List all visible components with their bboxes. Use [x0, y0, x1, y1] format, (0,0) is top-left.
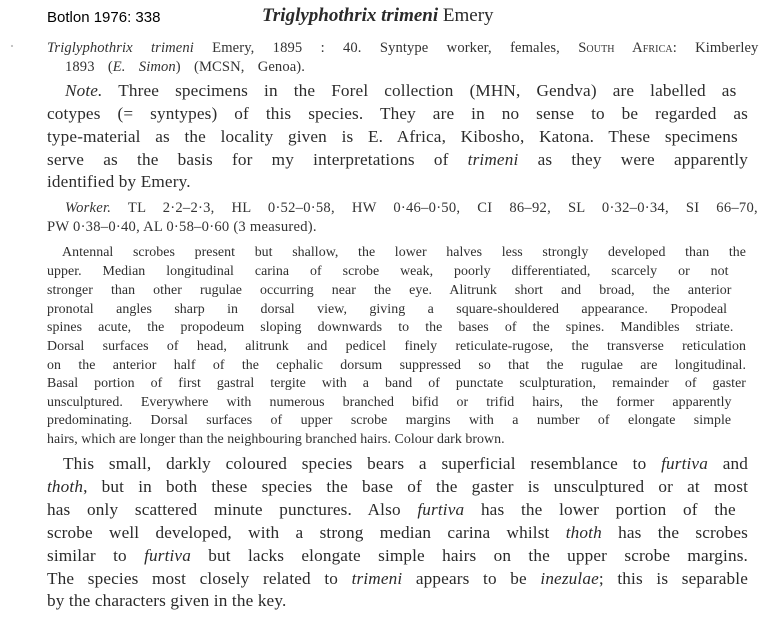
description-line: upper. Median longitudinal carina of scrobe weak, poorly differentiated, scarcely or not	[47, 264, 729, 279]
note-line: serve as the basis for my interpretations of trimeni as they were apparently	[47, 150, 748, 169]
margin-mark: ·	[9, 36, 15, 56]
description-line: unsculptured. Everywhere with numerous branched bifid or trifid hairs, the former apparently	[47, 395, 732, 410]
note-line: type-material as the locality given is E. Africa, Kibosho, Katona. These specimens	[47, 127, 738, 146]
worker-measurement-line: Worker. TL 2·2–2·3, HL 0·52–0·58, HW 0·46–0·50, CI 86–92, SL 0·32–0·34, SI 66–70,	[65, 200, 758, 216]
description-line: on the anterior half of the cephalic dorsum suppressed so that the rugulae are longitudinal.	[47, 358, 746, 373]
italic-term: inezulae	[540, 569, 599, 588]
small-caps-locality: South Africa	[578, 40, 673, 56]
italic-term: trimeni	[467, 150, 519, 169]
italic-term: trimeni	[351, 569, 403, 588]
discussion-line: similar to furtiva but lacks elongate simple hairs on the upper scrobe margins.	[47, 546, 748, 565]
description-line: stronger than other rugulae occurring near the eye. Alitrunk short and broad, the anterior	[47, 283, 732, 298]
citation-line: 1893 (E. Simon) (MCSN, Genoa).	[65, 59, 306, 75]
discussion-line: has only scattered minute punctures. Also furtiva has the lower portion of the	[47, 500, 736, 519]
description-line: Antennal scrobes present but shallow, the lower halves less strongly developed than the	[62, 245, 746, 260]
italic-term: Triglyphothrix trimeni	[47, 40, 194, 56]
note-line: cotypes (= syntypes) of this species. They are in no sense to be regarded as	[47, 104, 748, 123]
italic-term: Note.	[65, 81, 103, 100]
description-line: Basal portion of first gastral tergite with a band of punctate sculpturation, remainder of gaster	[47, 376, 746, 391]
discussion-line: thoth, but in both these species the base of the gaster is unsculptured or at most	[47, 477, 748, 496]
description-line: pronotal angles sharp in dorsal view, giving a square-shouldered appearance. Propodeal	[47, 302, 728, 317]
italic-term: thoth	[47, 477, 84, 496]
discussion-line: This small, darkly coloured species bears a superficial resemblance to furtiva and	[63, 454, 748, 473]
italic-term: furtiva	[417, 500, 465, 519]
worker-measurement-line: PW 0·38–0·40, AL 0·58–0·60 (3 measured).	[47, 219, 317, 235]
title-taxon: Triglyphothrix trimeni	[262, 5, 439, 26]
page-title	[262, 5, 494, 27]
discussion-line: by the characters given in the key.	[47, 591, 287, 610]
italic-term: furtiva	[144, 546, 191, 565]
italic-term: E. Simon	[112, 59, 176, 75]
description-line: predominating. Dorsal surfaces of upper scrobe margins with a number of elongate simple	[47, 413, 732, 428]
reference-tag: Botlon 1976: 338	[47, 9, 161, 26]
italic-term: furtiva	[661, 454, 708, 473]
italic-term: thoth	[565, 523, 602, 542]
title-author: Emery	[442, 5, 494, 26]
note-line: Note. Three specimens in the Forel collection (MHN, Gendva) are labelled as	[65, 81, 737, 100]
note-line: identified by Emery.	[47, 172, 191, 191]
description-line: hairs, which are longer than the neighbouring branched hairs. Colour dark brown.	[47, 432, 505, 447]
discussion-line: scrobe well developed, with a strong median carina whilst thoth has the scrobes	[47, 523, 748, 542]
discussion-line: The species most closely related to trimeni appears to be inezulae; this is separable	[47, 569, 748, 588]
description-line: Dorsal surfaces of head, alitrunk and pedicel finely reticulate-rugose, the transverse reticulation	[47, 339, 746, 354]
citation-line: Triglyphothrix trimeni Emery, 1895 : 40. Syntype worker, females, South Africa: Kimberley	[47, 40, 759, 56]
description-line: spines acute, the propodeum sloping downwards to the bases of the spines. Mandibles striate.	[47, 320, 734, 335]
italic-term: Worker.	[65, 200, 112, 216]
